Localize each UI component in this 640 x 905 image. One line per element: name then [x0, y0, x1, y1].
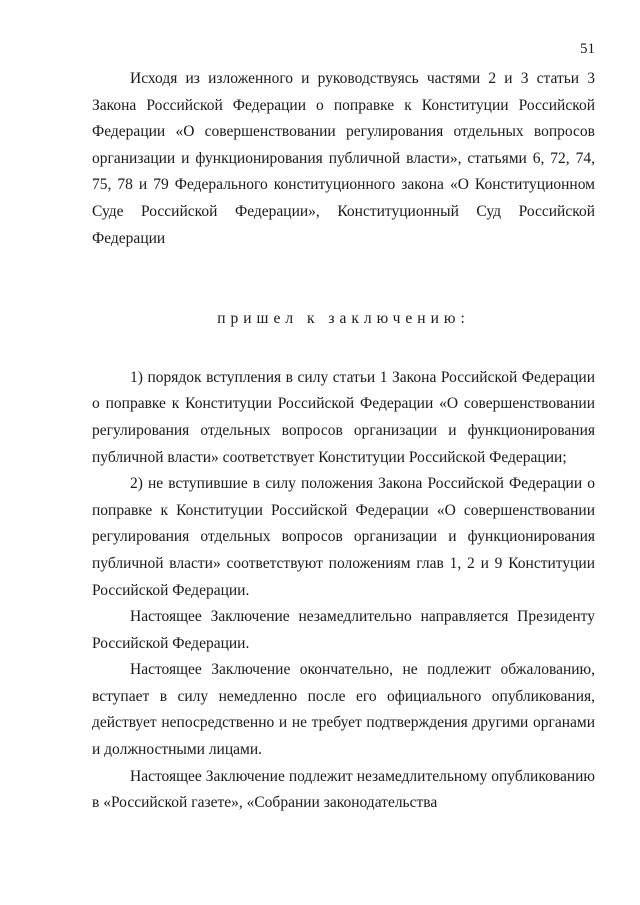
page-number: 51 [580, 41, 595, 57]
spacer [92, 333, 595, 365]
paragraph-final: Настоящее Заключение окончательно, не подлежит обжалованию, вступает в силу немедленно после его официального опубликования, действует непосредственно и не требует подтверждения другими органами и должностными лицами. [92, 661, 595, 759]
intro-paragraph: Исходя из изложенного и руководствуясь частями 2 и 3 статьи 3 Закона Российской Федерации о поправке к Конституции Российской Федерации «О совершенствовании регулирования отдельных вопросов организации и функционирования публичной власти», статьями 6, 72, 74, 75, 78 и 79 Федерального конституционного закона «О Конституционном Суде Российской Федерации», Конституционный Суд Российской Федерации [92, 70, 595, 247]
spacer [92, 252, 595, 306]
conclusion-item-1: 1) порядок вступления в силу статьи 1 Закона Российской Федерации о поправке к Конституции Российской Федерации «О совершенствовании регулирования отдельных вопросов организации и функционирования публичной власти» соответствует Конституции Российской Федерации; [92, 368, 595, 466]
document-body [92, 66, 595, 817]
paragraph-publication: Настоящее Заключение подлежит незамедлительному опубликованию в «Российской газете», «Собрании законодательства [92, 767, 595, 812]
paragraph-president: Настоящее Заключение незамедлительно направляется Президенту Российской Федерации. [92, 608, 595, 652]
conclusion-item-2: 2) не вступившие в силу положения Закона Российской Федерации о поправке к Конституции Российской Федерации «О совершенствовании регулирования отдельных вопросов организации и функционирования публичной власти» соответствуют положениям глав 1, 2 и 9 Конституции Российской Федерации. [92, 475, 595, 599]
conclusion-heading: пришел к заключению: [217, 310, 470, 328]
